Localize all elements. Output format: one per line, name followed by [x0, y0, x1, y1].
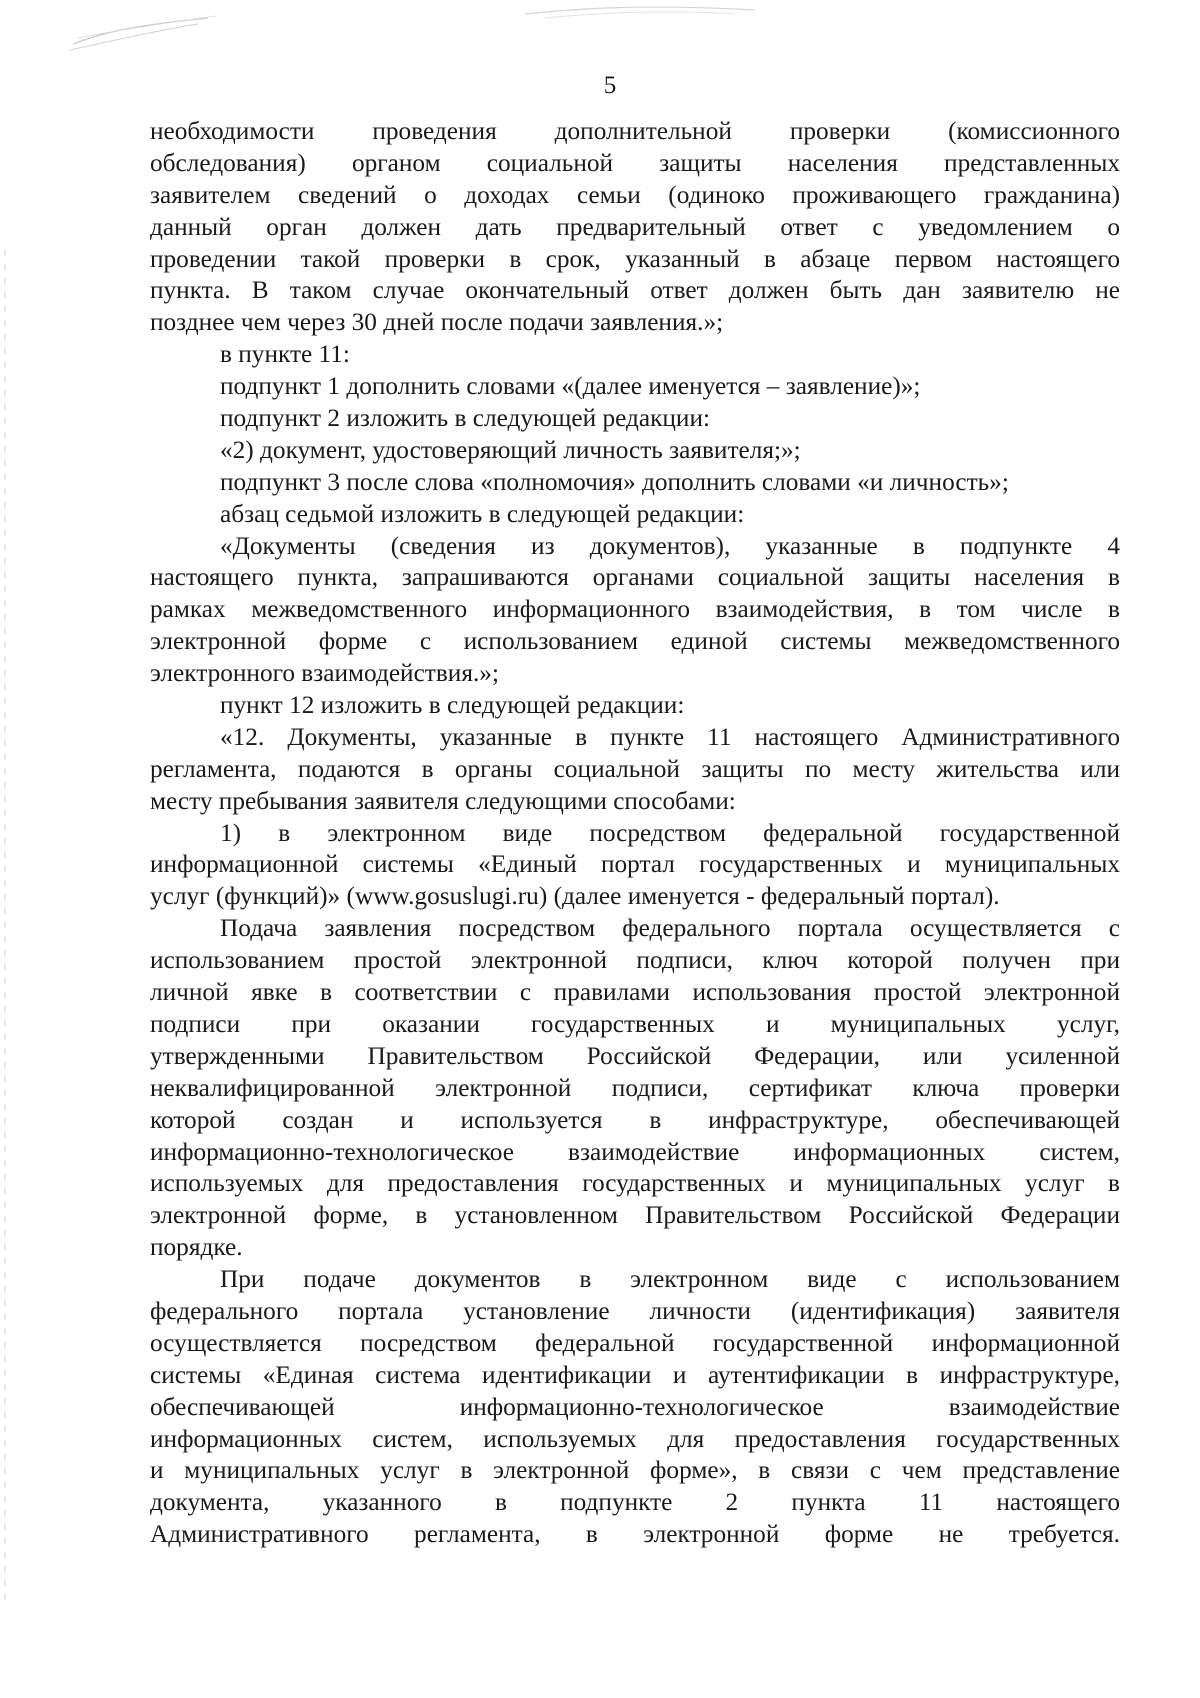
text-line: в пункте 11: [220, 340, 350, 369]
text-line: услуг (функций)» (www.gosuslugi.ru) (далее именуется - федеральный портал). [150, 882, 1000, 911]
text-line: 1) в электронном виде посредством федеральной государственной [220, 818, 1120, 847]
text-line: «12. Документы, указанные в пункте 11 настоящего Административного [220, 722, 1120, 751]
text-line: проведении такой проверки в срок, указанный в абзаце первом настоящего [150, 244, 1120, 273]
text-line: «Документы (сведения из документов), указанные в подпункте 4 [220, 531, 1120, 560]
text-line: информационно-технологическое взаимодействие информационных систем, [150, 1137, 1120, 1166]
text-line: пункт 12 изложить в следующей редакции: [220, 691, 685, 720]
document-body [150, 116, 1120, 1551]
scan-artifact-mark [68, 14, 218, 54]
text-line: обследования) органом социальной защиты населения представленных [150, 148, 1120, 177]
text-line: утвержденными Правительством Российской Федерации, или усиленной [150, 1041, 1120, 1070]
text-line: необходимости проведения дополнительной проверки (комиссионного [150, 117, 1120, 145]
text-line: используемых для предоставления государственных и муниципальных услуг в [150, 1169, 1120, 1198]
text-line: осуществляется посредством федеральной государственной информационной [150, 1328, 1120, 1357]
text-line: абзац седьмой изложить в следующей редакции: [220, 499, 745, 528]
page-number: 5 [603, 72, 617, 99]
text-line: подписи при оказании государственных и муниципальных услуг, [150, 1009, 1120, 1038]
text-line: личной явке в соответствии с правилами использования простой электронной [150, 978, 1120, 1007]
text-line: пункта. В таком случае окончательный ответ должен быть дан заявителю не [150, 276, 1120, 305]
text-line: обеспечивающей информационно-технологическое взаимодействие [150, 1392, 1120, 1421]
text-line: использованием простой электронной подписи, ключ которой получен при [150, 946, 1120, 975]
text-line: электронной форме, в установленном Правительством Российской Федерации [150, 1201, 1120, 1230]
text-line: данный орган должен дать предварительный ответ с уведомлением о [150, 212, 1120, 241]
text-line: документа, указанного в подпункте 2 пункта 11 настоящего [150, 1488, 1120, 1517]
text-line: рамках межведомственного информационного взаимодействия, в том числе в [150, 595, 1120, 624]
scan-artifact-stroke [525, 0, 755, 22]
text-line: неквалифицированной электронной подписи, сертификат ключа проверки [150, 1073, 1120, 1102]
text-line: информационных систем, используемых для предоставления государственных [150, 1424, 1120, 1453]
text-line: подпункт 3 после слова «полномочия» дополнить словами «и личность»; [220, 467, 1009, 496]
text-line: регламента, подаются в органы социальной защиты по месту жительства или [150, 754, 1120, 783]
text-line: которой создан и используется в инфраструктуре, обеспечивающей [150, 1105, 1120, 1134]
text-line: позднее чем через 30 дней после подачи заявления.»; [150, 308, 724, 337]
text-line: электронной форме с использованием единой системы межведомственного [150, 627, 1120, 656]
text-line: федерального портала установление личности (идентификация) заявителя [150, 1296, 1120, 1325]
text-line: При подаче документов в электронном виде с использованием [220, 1265, 1120, 1294]
text-line: настоящего пункта, запрашиваются органами социальной защиты населения в [150, 563, 1120, 592]
text-line: подпункт 2 изложить в следующей редакции: [220, 404, 711, 433]
text-line: «2) документ, удостоверяющий личность заявителя;»; [220, 435, 801, 464]
scan-edge-noise [4, 250, 6, 1600]
text-line: подпункт 1 дополнить словами «(далее именуется – заявление)»; [220, 372, 921, 401]
text-line: Административного регламента, в электронной форме не требуется. [150, 1520, 1120, 1549]
text-line: информационной системы «Единый портал государственных и муниципальных [150, 850, 1120, 879]
text-line: системы «Единая система идентификации и аутентификации в инфраструктуре, [150, 1360, 1120, 1389]
text-line: месту пребывания заявителя следующими способами: [150, 786, 736, 815]
text-line: электронного взаимодействия.»; [150, 659, 499, 688]
text-line: порядке. [150, 1233, 243, 1262]
text-line: и муниципальных услуг в электронной форме», в связи с чем представление [150, 1456, 1120, 1485]
text-line: Подача заявления посредством федерального портала осуществляется с [220, 914, 1120, 943]
text-line: заявителем сведений о доходах семьи (одиноко проживающего гражданина) [150, 180, 1120, 209]
